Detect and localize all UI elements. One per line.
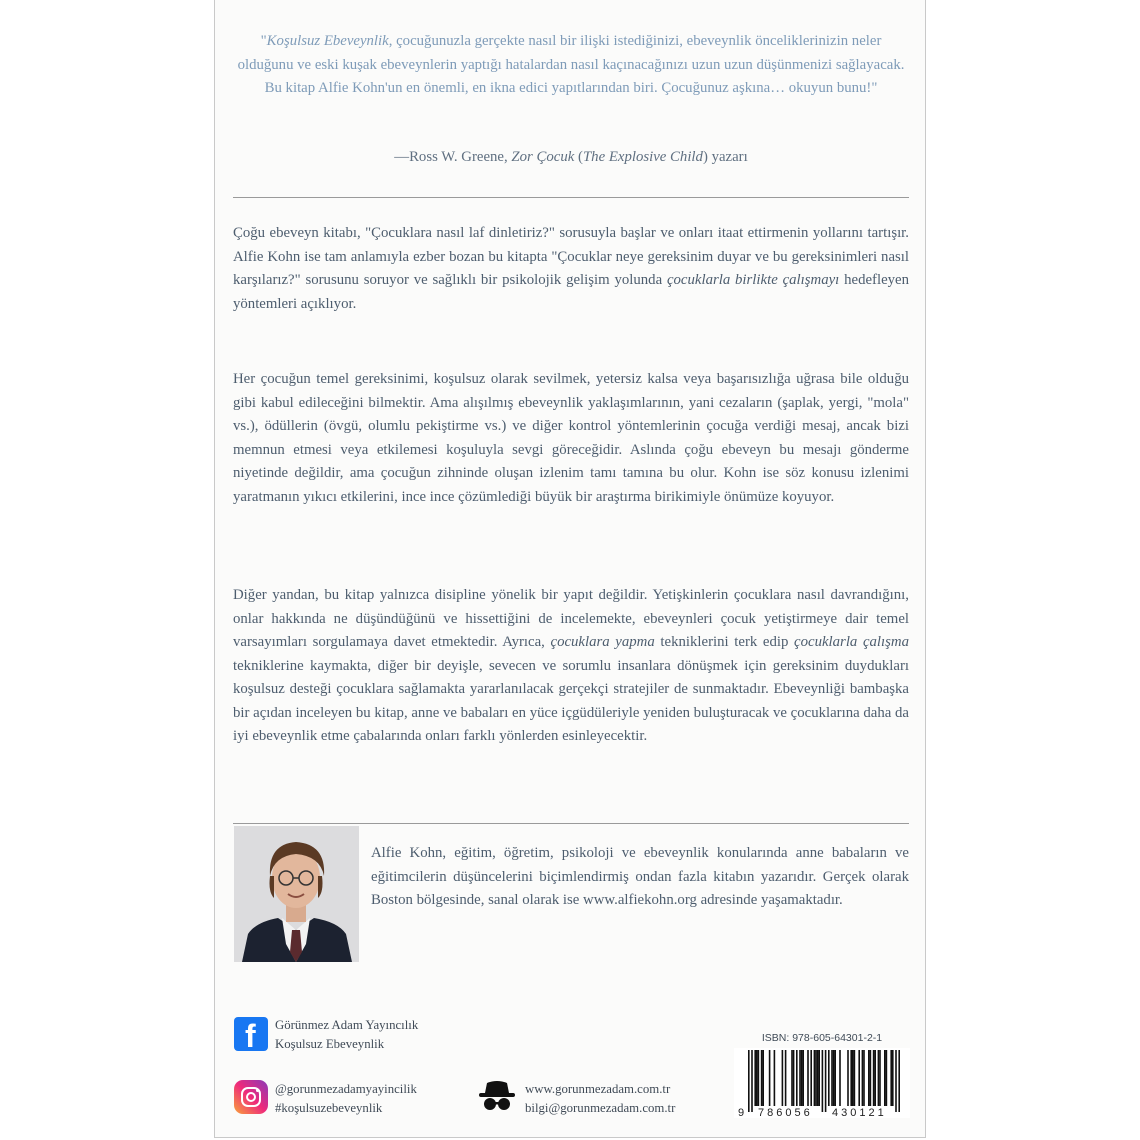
attribution-suffix: ) yazarı	[702, 149, 748, 165]
barcode-bar	[769, 1050, 771, 1106]
instagram-hashtag: #koşulsuzebeveynlik	[275, 1101, 383, 1115]
barcode-bar	[862, 1050, 864, 1106]
description-paragraph-3	[233, 584, 909, 749]
p3-text-b: tekniklerini terk edip	[654, 634, 795, 650]
barcode-bar	[751, 1050, 753, 1112]
facebook-icon: f	[234, 1017, 268, 1051]
barcode-bar	[858, 1050, 860, 1106]
facebook-page-name: Görünmez Adam Yayıncılık	[275, 1018, 419, 1032]
attribution-author: —Ross W. Greene,	[394, 149, 512, 165]
p1-italic: çocuklarla birlikte çalışmayı	[666, 272, 840, 288]
author-bio: Alfie Kohn, eğitim, öğretim, psikoloji ve ebeveynlik konularında anne babaların ve eğitimcilerin düşüncelerini biçimlendirmiş ondan fazla kitabın yazarıdır. Gerçek olarak Boston bölgesinde, sanal olarak ise www.alfiekohn.org adresinde yaşamaktadır.	[371, 845, 909, 908]
barcode-bar	[850, 1050, 852, 1106]
barcode-bar	[761, 1050, 763, 1106]
instagram-icon	[234, 1080, 268, 1114]
website-url: www.gorunmezadam.com.tr	[525, 1082, 671, 1096]
barcode-bar	[828, 1050, 830, 1106]
barcode-bar	[884, 1050, 886, 1106]
barcode-bar	[748, 1050, 750, 1112]
p3-text-a: Diğer yandan, bu kitap yalnızca disipline yönelik bir yapıt değildir. Yetişkinlerin çocuklara nasıl davrandığını, onlar hakkında ne düşündüğünü ve hissettiğini de incelemekte, ebeveynleri çocuk yetiştirmeye dair temel varsayımları sorgulamaya davet etmektedir. Ayrıca,	[233, 587, 909, 650]
barcode-bar	[807, 1050, 809, 1106]
barcode-bar	[852, 1050, 854, 1106]
attribution-book-tr: Zor Çocuk	[511, 149, 575, 165]
barcode-bar	[802, 1050, 804, 1106]
description-paragraph-1	[233, 222, 909, 316]
barcode-bar	[854, 1050, 856, 1106]
barcode-bar	[898, 1050, 900, 1112]
barcode-bar	[873, 1050, 875, 1106]
attribution-book-en: The Explosive Child	[582, 149, 703, 165]
barcode-bar	[810, 1050, 812, 1106]
barcode-bar	[834, 1050, 836, 1106]
barcode-bar	[799, 1050, 801, 1106]
description-paragraph-2: Her çocuğun temel gereksinimi, koşulsuz olarak sevilmek, yetersiz kalsa veya başarısızlığa uğrasa bile olduğu gibi kabul edileceğini bilmektir. Ama alışılmış ebeveynlik yaklaşımlarının, yani cezaların (şaplak, yergi, "mola" vs.), ödüllerin (övgü, olumlu pekiştirme vs.) ve diğer kontrol yöntemlerinin çocuğa verdiği mesaj, ancak bizi memnun etmesi veya etkilemesi koşuluyla sevgi göreceğidir. Aslında çoğu ebeveyn bu mesajı gönderme niyetinde değildir, ama çocuğun zihninde oluşan izlenim tamı tamına bu olur. Kohn ise söz konusu izlenimi yaratmanın yıkıcı etkilerini, ince ince çözümlediği büyük bir araştırma birikimiyle önümüze koyuyor.	[233, 371, 909, 505]
barcode-bar	[847, 1050, 849, 1106]
p3-italic-1: çocuklara yapma	[550, 634, 655, 650]
quote-book-title: Koşulsuz Ebeveynlik	[266, 33, 389, 49]
barcode-bar	[817, 1050, 819, 1106]
barcode-group-2: 430121	[832, 1107, 887, 1118]
contact-email: bilgi@gorunmezadam.com.tr	[525, 1101, 676, 1115]
p1-text-b: hedefleyen yöntemleri açıklıyor.	[233, 272, 910, 312]
barcode-first-digit: 9	[738, 1107, 745, 1118]
p1-text-a: Çoğu ebeveyn kitabı, "Çocuklara nasıl laf dinletiriz?" sorusuyla başlar ve onları itaat ettirmenin yollarını tartışır. Alfie Kohn ise tam anlamıyla ezber bozan bu kitapta "Çocuklar neye gereksinim duyar ve bu gereksinimleri nasıl karşılarız?" sorusunu soruyor ve sağlıklı bir psikolojik gelişim yolunda	[233, 225, 909, 288]
p3-italic-2: çocuklarla çalışma	[794, 634, 909, 650]
barcode-bar	[892, 1050, 894, 1106]
isbn-barcode	[734, 1048, 910, 1118]
book-back-cover	[214, 0, 926, 1138]
quote-open-mark: "	[260, 33, 267, 49]
barcode-bar	[890, 1050, 892, 1106]
p3-text-c: tekniklerine kaymakta, diğer bir deyişle, sevecen ve sorumlu insanlara dönüşmek için gereksinim duydukları koşulsuz desteği çocuklara sağlamakta yararlanılacak gerçekçi stratejiler de sunmaktadır. Ebeveynliği bambaşka bir açıdan inceleyen bu kitap, anne ve babaları en yüce içgüdüleriyle yeniden buluşturacak ve çocuklarına daha da iyi ebeveynlik etme çabalarında onları farklı yönlerden esinleyecektir.	[233, 657, 909, 744]
barcode-bar	[774, 1050, 776, 1106]
barcode-bar	[825, 1050, 827, 1112]
barcode-bar	[868, 1050, 870, 1106]
author-portrait-illustration	[234, 826, 359, 962]
barcode-bar	[754, 1050, 756, 1106]
barcode-bar	[801, 1050, 803, 1106]
divider-top	[233, 197, 909, 198]
barcode-bar	[822, 1050, 824, 1112]
barcode-bar	[878, 1050, 880, 1106]
barcode-bar	[831, 1050, 833, 1106]
quote-text: , çocuğunuzla gerçekte nasıl bir ilişki istediğinizi, ebeveynlik önceliklerinizin neler olduğunu ve eski kuşak ebeveynlerin yaptığı hatalardan nasıl kaçınacağınızı uzun uzun düşünmenizi sağlayacak. Bu kitap Alfie Kohn'un en önemli, en ikna edici yapıtlarından biri. Çocuğunuz aşkına… okuyun bunu!"	[237, 33, 905, 96]
spy-hat-glasses-icon	[477, 1079, 517, 1113]
quote-attribution	[233, 146, 909, 169]
endorsement-quote	[233, 30, 909, 101]
barcode-bar	[756, 1050, 758, 1106]
isbn-label: ISBN: 978-605-64301-2-1	[761, 1032, 883, 1044]
barcode-bar	[886, 1050, 888, 1106]
barcode-bar	[815, 1050, 817, 1106]
barcode-bar	[879, 1050, 881, 1106]
barcode-bar	[874, 1050, 876, 1106]
barcode-bar	[818, 1050, 820, 1106]
barcode-bar	[762, 1050, 764, 1106]
attribution-paren: (	[574, 149, 583, 165]
divider-bottom	[233, 823, 909, 824]
facebook-book-name: Koşulsuz Ebeveynlik	[275, 1037, 385, 1051]
author-photo	[234, 826, 359, 962]
barcode-bar	[791, 1050, 793, 1106]
instagram-handle: @gorunmezadamyayincilik	[275, 1082, 417, 1096]
barcode-bar	[863, 1050, 865, 1106]
barcode-group-1: 786056	[758, 1107, 813, 1118]
barcode-bar	[870, 1050, 872, 1106]
barcode-bar	[839, 1050, 841, 1106]
barcode-bar	[785, 1050, 787, 1106]
barcode-bar	[833, 1050, 835, 1106]
barcode-bar	[814, 1050, 816, 1106]
barcode-bar	[895, 1050, 897, 1112]
barcode-bar	[782, 1050, 784, 1106]
barcode-bar	[793, 1050, 795, 1106]
barcode-bar	[796, 1050, 798, 1106]
barcode-bar	[758, 1050, 760, 1106]
